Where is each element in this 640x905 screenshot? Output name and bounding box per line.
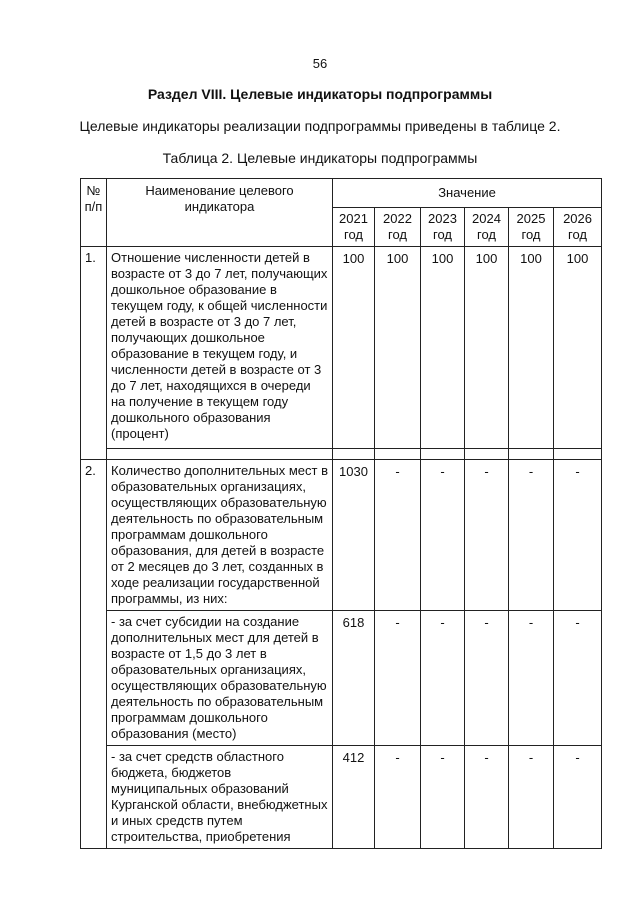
row-value: - [375, 611, 421, 746]
row-value: - [465, 611, 509, 746]
row-value: - [554, 460, 602, 611]
row-value: - [554, 746, 602, 849]
row-value: 100 [421, 247, 465, 449]
header-year: 2024 год [465, 208, 509, 247]
header-name: Наименование целевого индикатора [107, 179, 333, 247]
header-year: 2023 год [421, 208, 465, 247]
row-value: - [465, 746, 509, 849]
row-value: 100 [465, 247, 509, 449]
table-row [81, 611, 602, 746]
row-number: 1. [81, 247, 107, 449]
header-value: Значение [333, 179, 602, 208]
row-spacer [81, 449, 602, 460]
table-row [81, 247, 602, 449]
header-year: 2026 год [554, 208, 602, 247]
row-name: Количество дополнительных мест в образовательных организациях, осуществляющих образовательную деятельность по образовательным программам дошкольного образования, для детей в возрасте от 2 месяцев до 3 лет, созданных в ходе реализации государственной программы, из них: [107, 460, 333, 611]
row-value: - [421, 460, 465, 611]
row-number: 2. [81, 460, 107, 849]
table-row [81, 460, 602, 611]
row-name: - за счет субсидии на создание дополнительных мест для детей в возрасте от 1,5 до 3 лет в образовательных организациях, осуществляющих образовательную деятельность по образовательным программам дошкольного образования (место) [107, 611, 333, 746]
row-value: - [375, 460, 421, 611]
row-value: 100 [554, 247, 602, 449]
header-year: 2025 год [509, 208, 554, 247]
table-caption: Таблица 2. Целевые индикаторы подпрограммы [162, 150, 478, 166]
row-value: - [509, 611, 554, 746]
row-name: Отношение численности детей в возрасте от 3 до 7 лет, получающих дошкольное образование в текущем году, к общей численности детей в возрасте от 3 до 7 лет, получающих дошкольное образование в текущем году, и численности детей в возрасте от 3 до 7 лет, находящихся в очереди на получение в текущем году дошкольного образования (процент) [107, 247, 333, 449]
header-year: 2022 год [375, 208, 421, 247]
row-value: 618 [333, 611, 375, 746]
row-value: - [465, 460, 509, 611]
table-header-row [81, 179, 602, 208]
row-value: - [554, 611, 602, 746]
table-row [81, 746, 602, 849]
row-value: - [421, 746, 465, 849]
row-value: - [421, 611, 465, 746]
indicators-table [80, 178, 602, 849]
row-value: - [509, 460, 554, 611]
row-value: - [509, 746, 554, 849]
row-value: 100 [375, 247, 421, 449]
header-year: 2021 год [333, 208, 375, 247]
row-value: - [375, 746, 421, 849]
row-value: 1030 [333, 460, 375, 611]
page-number: 56 [312, 56, 328, 71]
intro-text: Целевые индикаторы реализации подпрограммы приведены в таблице 2. [79, 118, 561, 134]
row-name: - за счет средств областного бюджета, бюджетов муниципальных образований Курганской области, внебюджетных и иных средств путем строительства, приобретения [107, 746, 333, 849]
section-title: Раздел VIII. Целевые индикаторы подпрограммы [147, 86, 493, 102]
row-value: 100 [333, 247, 375, 449]
row-value: 100 [509, 247, 554, 449]
row-value: 412 [333, 746, 375, 849]
header-no: № п/п [81, 179, 107, 247]
